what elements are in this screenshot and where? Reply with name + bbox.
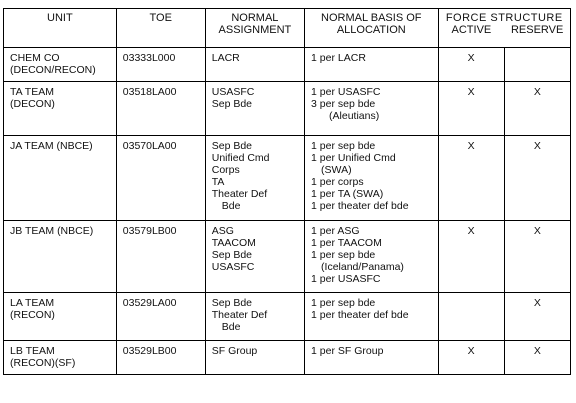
- active-mark-cell-value: X: [467, 52, 475, 64]
- assignment-cell: [205, 221, 304, 293]
- unit-cell-line: (RECON): [10, 309, 55, 321]
- assignment-cell-line: SF Group: [211, 345, 258, 357]
- table-row: [4, 48, 571, 82]
- reserve-mark-cell-value: X: [533, 225, 541, 237]
- basis-cell: [305, 341, 438, 375]
- basis-cell: [305, 82, 438, 136]
- assignment-cell-line: Sep Bde: [211, 249, 253, 261]
- toe-cell-value: 03333L000: [122, 52, 176, 64]
- unit-cell-line: (RECON)(SF): [10, 357, 76, 369]
- unit-cell-line: JA TEAM (NBCE): [10, 140, 93, 152]
- unit-cell-line: JB TEAM (NBCE): [10, 225, 94, 237]
- header-row: [4, 9, 571, 48]
- table-row: [4, 221, 571, 293]
- reserve-mark-cell: [504, 293, 570, 341]
- assignment-cell-line: Sep Bde: [211, 297, 253, 309]
- assignment-cell-line: LACR: [211, 52, 240, 64]
- active-mark-cell: [438, 341, 504, 375]
- basis-cell-line: 3 per sep bde: [311, 98, 376, 110]
- unit-cell: [4, 82, 117, 136]
- unit-cell-line: (DECON): [10, 98, 55, 110]
- active-mark-cell-value: X: [467, 140, 475, 152]
- table-row: [4, 341, 571, 375]
- active-mark-cell: [438, 293, 504, 341]
- toe-cell: [116, 136, 205, 221]
- basis-cell-line: 1 per theater def bde: [311, 200, 409, 212]
- reserve-mark-cell: [504, 221, 570, 293]
- basis-cell: [305, 293, 438, 341]
- header-normal-basis: NORMAL BASIS OF ALLOCATION: [305, 9, 438, 48]
- reserve-mark-cell: [504, 341, 570, 375]
- basis-cell-line: 1 per SF Group: [311, 345, 384, 357]
- reserve-mark-cell-value: X: [533, 140, 541, 152]
- allocation-table-document: [3, 8, 571, 375]
- header-force-structure: [438, 9, 570, 48]
- assignment-cell: [205, 293, 304, 341]
- reserve-mark-cell: [504, 82, 570, 136]
- basis-cell: [305, 48, 438, 82]
- assignment-cell-line: Sep Bde: [211, 98, 253, 110]
- assignment-cell-line: Sep Bde: [211, 140, 253, 152]
- active-mark-cell: [438, 221, 504, 293]
- header-reserve: RESERVE: [510, 24, 564, 36]
- reserve-mark-cell: [504, 48, 570, 82]
- active-mark-cell-value: X: [467, 225, 475, 237]
- basis-cell-line: 1 per TAACOM: [311, 237, 382, 249]
- toe-cell: [116, 341, 205, 375]
- assignment-cell-line: Bde: [221, 200, 241, 212]
- toe-cell: [116, 221, 205, 293]
- assignment-cell-line: Unified Cmd: [211, 152, 270, 164]
- unit-cell-line: (DECON/RECON): [10, 64, 96, 76]
- active-mark-cell: [438, 48, 504, 82]
- basis-cell-line: 1 per ASG: [311, 225, 360, 237]
- basis-cell-line: 1 per USASFC: [311, 273, 381, 285]
- assignment-cell-line: Theater Def: [211, 309, 268, 321]
- table-row: [4, 82, 571, 136]
- active-mark-cell-value: X: [467, 86, 475, 98]
- basis-cell-line: 1 per USASFC: [311, 86, 381, 98]
- unit-cell-line: TA TEAM: [10, 86, 54, 98]
- reserve-mark-cell-value: X: [533, 345, 541, 357]
- unit-cell: [4, 293, 117, 341]
- assignment-cell: [205, 341, 304, 375]
- reserve-mark-cell-value: X: [533, 86, 541, 98]
- toe-cell: [116, 48, 205, 82]
- header-force-structure-title: FORCE STRUCTURE: [445, 12, 563, 24]
- basis-cell-line: 1 per sep bde: [311, 140, 376, 152]
- table-row: [4, 293, 571, 341]
- assignment-cell: [205, 82, 304, 136]
- assignment-cell-line: Corps: [211, 164, 240, 176]
- toe-cell-value: 03518LA00: [122, 86, 177, 98]
- unit-cell: [4, 136, 117, 221]
- unit-cell: [4, 221, 117, 293]
- assignment-cell: [205, 136, 304, 221]
- basis-cell: [305, 136, 438, 221]
- assignment-cell-line: ASG: [211, 225, 234, 237]
- assignment-cell-line: Theater Def: [211, 188, 268, 200]
- toe-cell-value: 03579LB00: [122, 225, 177, 237]
- toe-cell-value: 03570LA00: [122, 140, 177, 152]
- basis-cell-line: 1 per sep bde: [311, 249, 376, 261]
- basis-cell-line: 1 per corps: [311, 176, 364, 188]
- assignment-cell-line: TAACOM: [211, 237, 256, 249]
- toe-cell: [116, 82, 205, 136]
- toe-cell-value: 03529LA00: [122, 297, 177, 309]
- reserve-mark-cell: [504, 136, 570, 221]
- basis-cell: [305, 221, 438, 293]
- basis-cell-line: 1 per LACR: [311, 52, 366, 64]
- toe-cell-value: 03529LB00: [122, 345, 177, 357]
- toe-cell: [116, 293, 205, 341]
- unit-cell: [4, 341, 117, 375]
- basis-cell-line: 1 per theater def bde: [311, 309, 409, 321]
- assignment-cell-line: USASFC: [211, 86, 255, 98]
- basis-cell-line: (SWA): [321, 164, 352, 176]
- basis-cell-line: 1 per TA (SWA): [311, 188, 384, 200]
- reserve-mark-cell-value: X: [533, 297, 541, 309]
- header-active: ACTIVE: [451, 24, 492, 36]
- assignment-cell: [205, 48, 304, 82]
- active-mark-cell-value: X: [467, 345, 475, 357]
- unit-cell-line: LB TEAM: [10, 345, 55, 357]
- header-normal-assignment: NORMAL ASSIGNMENT: [205, 9, 304, 48]
- force-structure-table: [3, 8, 571, 375]
- header-unit: UNIT: [4, 9, 117, 48]
- assignment-cell-line: Bde: [221, 321, 241, 333]
- active-mark-cell: [438, 136, 504, 221]
- assignment-cell-line: TA: [211, 176, 225, 188]
- basis-cell-line: 1 per Unified Cmd: [311, 152, 396, 164]
- basis-cell-line: (Iceland/Panama): [321, 261, 404, 273]
- basis-cell-line: 1 per sep bde: [311, 297, 376, 309]
- unit-cell-line: LA TEAM: [10, 297, 55, 309]
- unit-cell: [4, 48, 117, 82]
- unit-cell-line: CHEM CO: [10, 52, 60, 64]
- active-mark-cell: [438, 82, 504, 136]
- assignment-cell-line: USASFC: [211, 261, 255, 273]
- basis-cell-line: (Aleutians): [329, 110, 380, 122]
- header-toe: TOE: [116, 9, 205, 48]
- table-row: [4, 136, 571, 221]
